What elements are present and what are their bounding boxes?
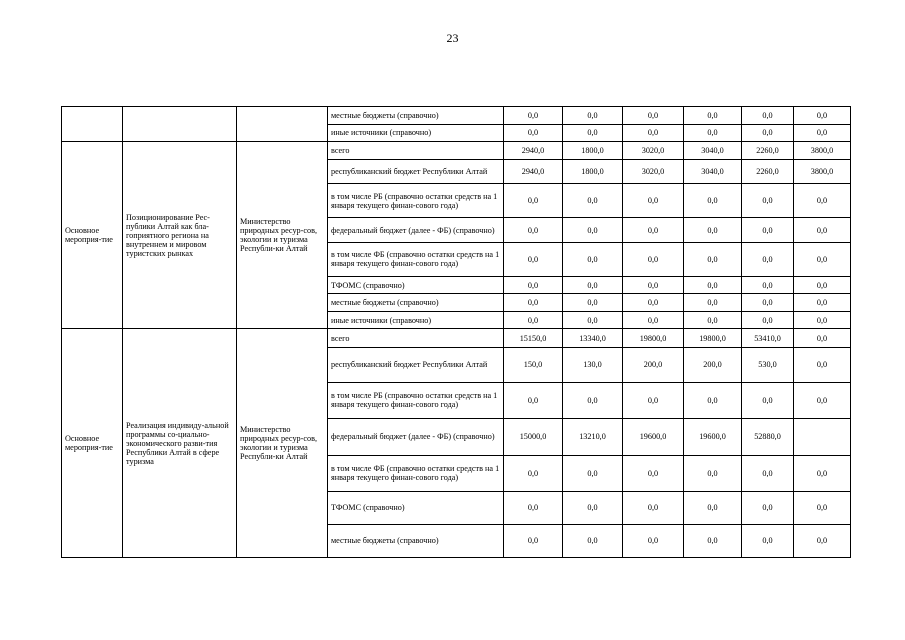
event-name-cell: Реализация индивиду-альной программы со-циально-экономического разви-тия Республики Алтай в сфере туризма	[123, 329, 237, 558]
amount-cell: 0,0	[794, 184, 851, 218]
funding-source-label: республиканский бюджет Республики Алтай	[328, 159, 504, 184]
amount-cell: 0,0	[563, 242, 623, 276]
event-type-cell: Основное мероприя-тие	[62, 329, 123, 558]
amount-cell: 19800,0	[684, 329, 742, 348]
amount-cell: 0,0	[563, 294, 623, 312]
amount-cell: 0,0	[623, 184, 684, 218]
amount-cell: 0,0	[563, 311, 623, 329]
table-row	[62, 329, 851, 348]
amount-cell: 0,0	[794, 107, 851, 125]
amount-cell: 0,0	[684, 294, 742, 312]
amount-cell: 0,0	[684, 524, 742, 557]
event-type-cell	[62, 107, 123, 142]
amount-cell: 3800,0	[794, 159, 851, 184]
amount-cell: 0,0	[742, 107, 794, 125]
amount-cell: 0,0	[504, 184, 563, 218]
amount-cell: 0,0	[742, 382, 794, 418]
amount-cell: 0,0	[684, 455, 742, 491]
amount-cell: 0,0	[742, 124, 794, 142]
amount-cell: 1800,0	[563, 142, 623, 160]
event-name-cell: Позиционирование Рес-публики Алтай как бла-гоприятного региона на внутреннем и мировом туристских рынках	[123, 142, 237, 329]
amount-cell: 0,0	[794, 218, 851, 243]
amount-cell: 0,0	[563, 276, 623, 294]
amount-cell: 0,0	[794, 311, 851, 329]
budget-table	[61, 106, 851, 558]
amount-cell: 0,0	[742, 218, 794, 243]
amount-cell: 3020,0	[623, 142, 684, 160]
amount-cell: 0,0	[684, 107, 742, 125]
amount-cell: 2940,0	[504, 142, 563, 160]
amount-cell: 0,0	[504, 382, 563, 418]
amount-cell: 0,0	[742, 242, 794, 276]
amount-cell: 0,0	[794, 276, 851, 294]
funding-source-label: ТФОМС (справочно)	[328, 492, 504, 525]
amount-cell: 0,0	[794, 242, 851, 276]
amount-cell: 0,0	[563, 184, 623, 218]
amount-cell: 0,0	[563, 107, 623, 125]
amount-cell: 530,0	[742, 347, 794, 382]
amount-cell: 0,0	[563, 124, 623, 142]
amount-cell: 0,0	[623, 124, 684, 142]
amount-cell: 0,0	[563, 492, 623, 525]
amount-cell: 1800,0	[563, 159, 623, 184]
amount-cell: 0,0	[684, 218, 742, 243]
amount-cell: 0,0	[742, 276, 794, 294]
amount-cell: 0,0	[684, 382, 742, 418]
amount-cell: 0,0	[504, 276, 563, 294]
funding-source-label: иные источники (справочно)	[328, 124, 504, 142]
amount-cell: 0,0	[742, 455, 794, 491]
event-name-cell	[123, 107, 237, 142]
amount-cell: 2260,0	[742, 142, 794, 160]
amount-cell: 130,0	[563, 347, 623, 382]
amount-cell: 0,0	[504, 242, 563, 276]
funding-source-label: ТФОМС (справочно)	[328, 276, 504, 294]
amount-cell: 0,0	[623, 455, 684, 491]
amount-cell: 0,0	[504, 294, 563, 312]
amount-cell: 0,0	[742, 294, 794, 312]
amount-cell: 52880,0	[742, 418, 794, 455]
amount-cell: 0,0	[684, 242, 742, 276]
amount-cell	[794, 418, 851, 455]
funding-source-label: республиканский бюджет Республики Алтай	[328, 347, 504, 382]
amount-cell: 0,0	[794, 455, 851, 491]
funding-source-label: местные бюджеты (справочно)	[328, 107, 504, 125]
funding-source-label: в том числе РБ (справочно остатки средств на 1 января текущего финан-сового года)	[328, 382, 504, 418]
executor-cell	[237, 107, 328, 142]
amount-cell: 3800,0	[794, 142, 851, 160]
amount-cell: 13340,0	[563, 329, 623, 348]
amount-cell: 0,0	[684, 276, 742, 294]
amount-cell: 0,0	[794, 382, 851, 418]
amount-cell: 0,0	[794, 524, 851, 557]
amount-cell: 19800,0	[623, 329, 684, 348]
amount-cell: 0,0	[684, 124, 742, 142]
amount-cell: 0,0	[563, 382, 623, 418]
amount-cell: 0,0	[623, 294, 684, 312]
funding-source-label: местные бюджеты (справочно)	[328, 294, 504, 312]
amount-cell: 0,0	[742, 184, 794, 218]
amount-cell: 19600,0	[623, 418, 684, 455]
amount-cell: 0,0	[623, 276, 684, 294]
amount-cell: 0,0	[623, 382, 684, 418]
amount-cell: 53410,0	[742, 329, 794, 348]
page-number: 23	[446, 31, 459, 45]
table-row	[62, 142, 851, 160]
amount-cell: 0,0	[563, 524, 623, 557]
amount-cell: 150,0	[504, 347, 563, 382]
funding-source-label: иные источники (справочно)	[328, 311, 504, 329]
amount-cell: 0,0	[623, 107, 684, 125]
amount-cell: 0,0	[623, 492, 684, 525]
amount-cell: 0,0	[794, 492, 851, 525]
amount-cell: 0,0	[742, 492, 794, 525]
amount-cell: 0,0	[623, 242, 684, 276]
funding-source-label: федеральный бюджет (далее - ФБ) (справочно)	[328, 418, 504, 455]
amount-cell: 2940,0	[504, 159, 563, 184]
amount-cell: 0,0	[504, 107, 563, 125]
event-type-cell: Основное мероприя-тие	[62, 142, 123, 329]
amount-cell: 3040,0	[684, 142, 742, 160]
executor-cell: Министерство природных ресур-сов, экологии и туризма Республи-ки Алтай	[237, 142, 328, 329]
amount-cell: 0,0	[504, 524, 563, 557]
funding-source-label: местные бюджеты (справочно)	[328, 524, 504, 557]
table-body	[62, 107, 851, 558]
amount-cell: 15000,0	[504, 418, 563, 455]
amount-cell: 0,0	[794, 329, 851, 348]
amount-cell: 200,0	[623, 347, 684, 382]
amount-cell: 0,0	[742, 524, 794, 557]
amount-cell: 0,0	[623, 524, 684, 557]
amount-cell: 0,0	[623, 311, 684, 329]
amount-cell: 15150,0	[504, 329, 563, 348]
amount-cell: 0,0	[623, 218, 684, 243]
amount-cell: 0,0	[684, 492, 742, 525]
amount-cell: 0,0	[563, 455, 623, 491]
amount-cell: 0,0	[504, 455, 563, 491]
amount-cell: 2260,0	[742, 159, 794, 184]
amount-cell: 0,0	[684, 311, 742, 329]
amount-cell: 3020,0	[623, 159, 684, 184]
amount-cell: 3040,0	[684, 159, 742, 184]
amount-cell: 19600,0	[684, 418, 742, 455]
executor-cell: Министерство природных ресур-сов, экологии и туризма Республи-ки Алтай	[237, 329, 328, 558]
amount-cell: 0,0	[684, 184, 742, 218]
amount-cell: 0,0	[742, 311, 794, 329]
funding-source-label: в том числе РБ (справочно остатки средств на 1 января текущего финан-сового года)	[328, 184, 504, 218]
amount-cell: 200,0	[684, 347, 742, 382]
amount-cell: 0,0	[504, 492, 563, 525]
amount-cell: 13210,0	[563, 418, 623, 455]
amount-cell: 0,0	[794, 294, 851, 312]
funding-source-label: всего	[328, 142, 504, 160]
amount-cell: 0,0	[504, 124, 563, 142]
funding-source-label: в том числе ФБ (справочно остатки средств на 1 января текущего финан-сового года)	[328, 242, 504, 276]
amount-cell: 0,0	[504, 218, 563, 243]
amount-cell: 0,0	[794, 124, 851, 142]
amount-cell: 0,0	[794, 347, 851, 382]
funding-source-label: всего	[328, 329, 504, 348]
funding-source-label: в том числе ФБ (справочно остатки средств на 1 января текущего финан-сового года)	[328, 455, 504, 491]
funding-source-label: федеральный бюджет (далее - ФБ) (справочно)	[328, 218, 504, 243]
table-row	[62, 107, 851, 125]
amount-cell: 0,0	[563, 218, 623, 243]
amount-cell: 0,0	[504, 311, 563, 329]
